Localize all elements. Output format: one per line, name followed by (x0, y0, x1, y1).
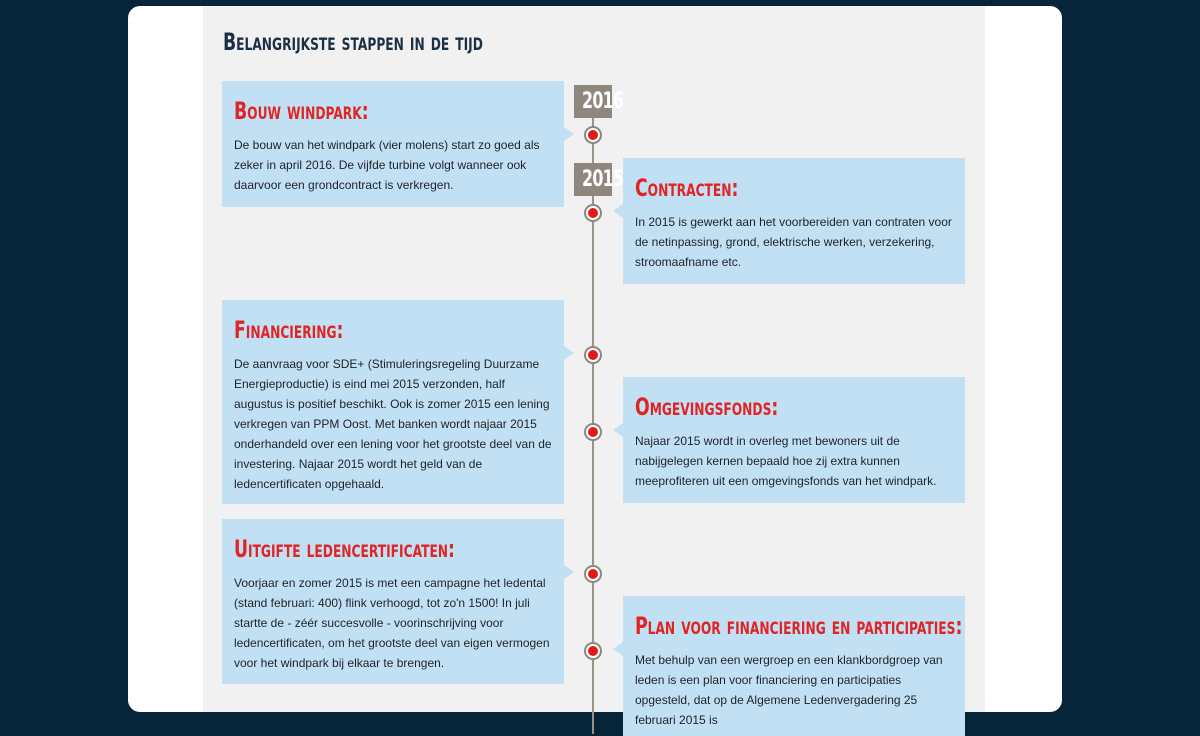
card-title: Contracten: (635, 174, 739, 202)
year-tag-2015: 2015 (574, 163, 612, 196)
timeline-dot (586, 425, 600, 439)
timeline-dot (586, 348, 600, 362)
card-body: De aanvraag voor SDE+ (Stimuleringsregeling Duurzame Energieproductie) is eind mei 2015 verzonden, half augustus is positief beschikt. Ook is zomer 2015 een lening verkregen van PPM Oost. Met banken wordt najaar 2015 onderhandeld over een lening voor het grootste deel van de investering. Najaar 2015 wordt het geld van de ledencertificaten opgehaald. (234, 357, 552, 491)
card-title: Omgevingsfonds: (635, 393, 779, 421)
card-body: Met behulp van een wergroep en een klankbordgroep van leden is een plan voor financiering en participaties opgesteld, dat op de Algemene Ledenvergadering 25 februari 2015 is (635, 653, 943, 727)
card-body: Najaar 2015 wordt in overleg met bewoners uit de nabijgelegen kernen bepaald hoe zij extra kunnen meeprofiteren uit een omgevingsfonds van het windpark. (635, 434, 937, 488)
page-content (203, 6, 985, 727)
card-body: De bouw van het windpark (vier molens) start zo goed als zeker in april 2016. De vijfde turbine volgt wanneer ook daarvoor een grondcontract is verkregen. (234, 138, 540, 192)
browser-window (128, 6, 1062, 727)
card-body: Voorjaar en zomer 2015 is met een campagne het ledental (stand februari: 400) flink verhoogd, tot zo'n 1500! In juli startte de - zéér succesvolle - voorinschrijving voor ledencertificaten, om het grootste deel van eigen vermogen voor het windpark bij elkaar te brengen. (234, 576, 550, 670)
card-title: Bouw windpark: (234, 97, 369, 125)
year-tag-2016: 2016 (574, 85, 612, 118)
timeline-dot (586, 644, 600, 658)
timeline-card-bouw-windpark (222, 81, 564, 207)
card-title: Uitgifte ledencertificaten: (234, 535, 455, 563)
timeline-card-contracten (623, 158, 965, 284)
timeline-dot (586, 128, 600, 142)
timeline-card-omgevingsfonds (623, 377, 965, 503)
timeline-card-financiering (222, 300, 564, 504)
timeline-card-uitgifte-ledencertificaten (222, 519, 564, 684)
timeline-dot (586, 567, 600, 581)
timeline-card-plan-financiering (623, 596, 965, 736)
card-body: In 2015 is gewerkt aan het voorbereiden van contraten voor de netinpassing, grond, elektrische werken, verzekering, stroomaafname etc. (635, 215, 952, 269)
card-title: Plan voor financiering en participaties: (635, 612, 963, 640)
timeline-dot (586, 206, 600, 220)
card-title: Financiering: (234, 316, 344, 344)
page-title: Belangrijkste stappen in de tijd (223, 28, 483, 56)
